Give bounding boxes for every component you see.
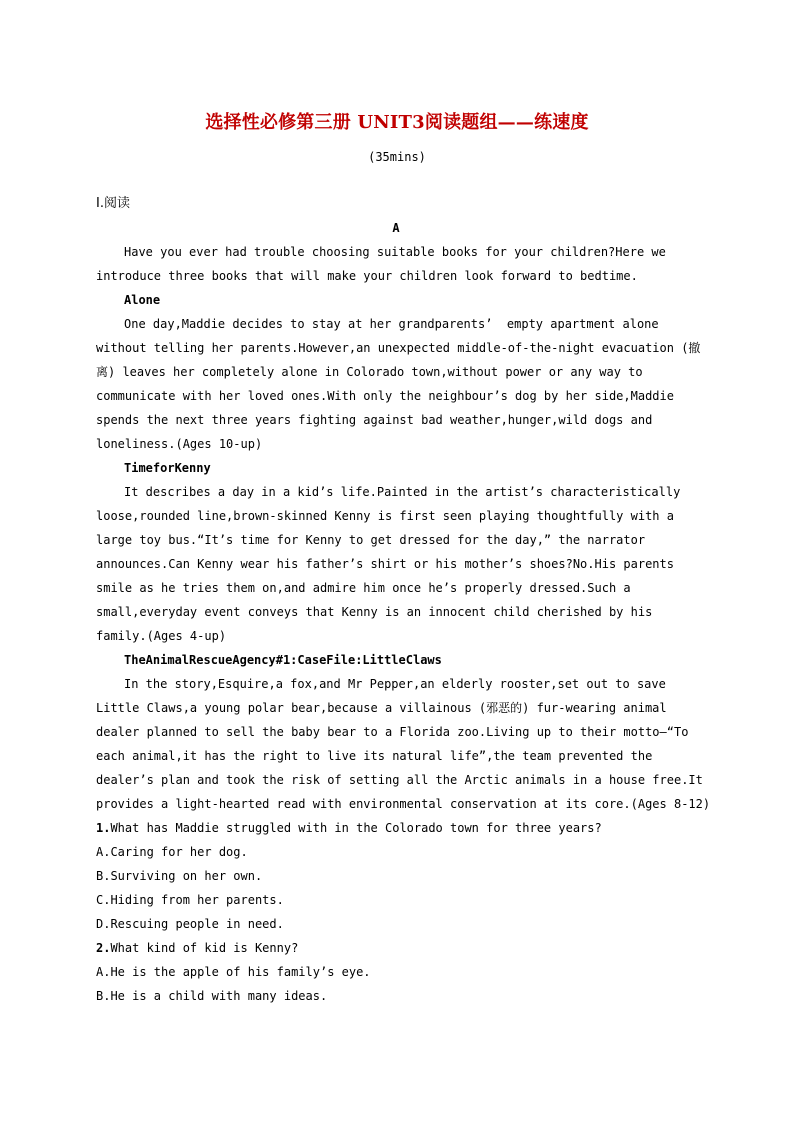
section-label: Ⅰ.阅读 xyxy=(96,196,130,211)
page-title: 选择性必修第三册 UNIT3阅读题组——练速度 xyxy=(205,112,589,133)
book-title: TheAnimalRescueAgency#1:CaseFile:LittleClaws xyxy=(124,653,442,667)
book-text-line: spends the next three years fighting against bad weather,hunger,wild dogs and xyxy=(96,413,653,427)
book-text-line: It describes a day in a kid’s life.Painted in the artist’s characteristically xyxy=(124,485,681,499)
document-body xyxy=(96,192,711,1008)
book-text-line: loneliness.(Ages 10-up) xyxy=(96,437,263,451)
question-stem xyxy=(96,936,696,960)
question-text: What has Maddie struggled with in the Colorado town for three years? xyxy=(110,821,602,835)
book-title: TimeforKenny xyxy=(124,461,211,475)
question-number: 1. xyxy=(96,821,111,835)
book-text-line: smile as he tries them on,and admire him once he’s properly dressed.Such a xyxy=(96,581,631,595)
time-limit: (35mins) xyxy=(368,150,426,164)
book-text-line: In the story,Esquire,a fox,and Mr Pepper,an elderly rooster,set out to save xyxy=(124,677,666,691)
answer-option: C.Hiding from her parents. xyxy=(96,893,284,907)
book-text-line: family.(Ages 4-up) xyxy=(96,629,227,643)
intro-line: introduce three books that will make your children look forward to bedtime. xyxy=(96,269,638,283)
book-text-line: One day,Maddie decides to stay at her grandparents’ empty apartment alone xyxy=(124,317,659,331)
book-text-line: loose,rounded line,brown-skinned Kenny is first seen playing thoughtfully with a xyxy=(96,509,674,523)
book-text-line: 离) leaves her completely alone in Colorado town,without power or any way to xyxy=(96,365,643,379)
question-stem xyxy=(96,816,696,840)
answer-option: B.He is a child with many ideas. xyxy=(96,989,328,1003)
answer-option: B.Surviving on her own. xyxy=(96,869,263,883)
intro-line: Have you ever had trouble choosing suitable books for your children?Here we xyxy=(124,245,666,259)
answer-option: A.He is the apple of his family’s eye. xyxy=(96,965,371,979)
book-text-line: dealer planned to sell the baby bear to a Florida zoo.Living up to their motto—“To xyxy=(96,725,689,739)
book-text-line: dealer’s plan and took the risk of setting all the Arctic animals in a house free.It xyxy=(96,773,703,787)
book-text-line: announces.Can Kenny wear his father’s shirt or his mother’s shoes?No.His parents xyxy=(96,557,674,571)
book-text-line: without telling her parents.However,an unexpected middle-of-the-night evacuation (撤 xyxy=(96,341,701,355)
book-text-line: Little Claws,a young polar bear,because a villainous (邪恶的) fur-wearing animal xyxy=(96,701,667,715)
book-text-line: small,everyday event conveys that Kenny is an innocent child cherished by his xyxy=(96,605,653,619)
book-text-line: communicate with her loved ones.With only the neighbour’s dog by her side,Maddie xyxy=(96,389,674,403)
answer-option: A.Caring for her dog. xyxy=(96,845,248,859)
question-number: 2. xyxy=(96,941,111,955)
question-text: What kind of kid is Kenny? xyxy=(110,941,299,955)
book-text-line: provides a light-hearted read with environmental conservation at its core.(Ages 8-12) xyxy=(96,797,711,811)
passage-label: A xyxy=(392,221,400,235)
answer-option: D.Rescuing people in need. xyxy=(96,917,284,931)
book-text-line: large toy bus.“It’s time for Kenny to get dressed for the day,” the narrator xyxy=(96,533,646,547)
book-title: Alone xyxy=(124,293,161,307)
book-text-line: each animal,it has the right to live its natural life”,the team prevented the xyxy=(96,749,653,763)
